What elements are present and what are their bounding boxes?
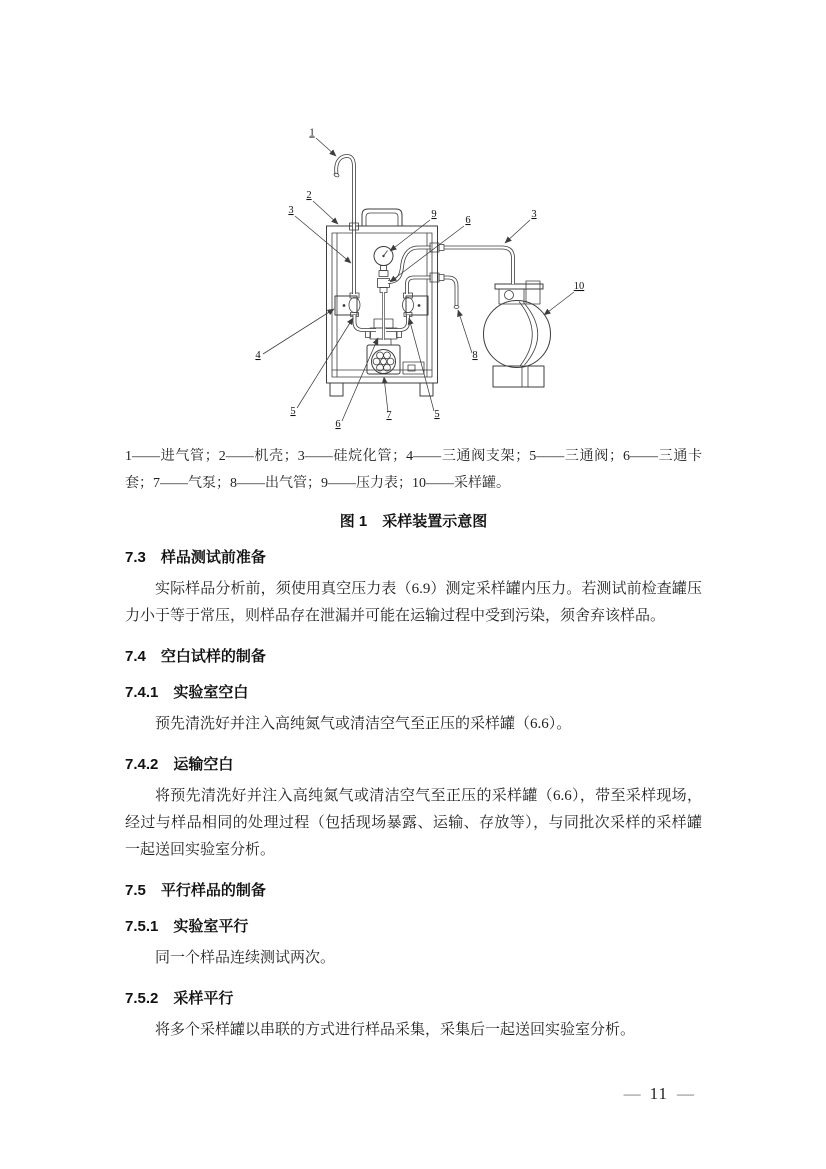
part-label-1: 1 <box>309 127 315 139</box>
section-heading-7-5-1: 7.5.1 实验室平行 <box>125 918 249 935</box>
section-heading-7-4-1: 7.4.1 实验室空白 <box>125 684 249 701</box>
part-label-5-right: 5 <box>434 409 440 420</box>
section-paragraph-7-4-1: 预先清洗好并注入高纯氮气或清洁空气至正压的采样罐（6.6）。 <box>155 716 572 732</box>
section-heading-7-3: 7.3 样品测试前准备 <box>125 549 266 566</box>
three-way-valve-right <box>403 293 414 317</box>
part-label-6-bottom: 6 <box>335 419 341 430</box>
part-label-7: 7 <box>386 410 392 421</box>
leader-lines <box>263 138 574 421</box>
pressure-gauge <box>374 247 393 293</box>
figure-caption: 图 1 采样装置示意图 <box>339 513 488 530</box>
page-footer <box>0 1084 826 1108</box>
sampling-device-diagram <box>250 110 600 450</box>
sampling-canister <box>484 281 551 387</box>
sampling-device-figure <box>250 110 600 450</box>
part-label-3-left: 3 <box>288 205 294 216</box>
part-label-10: 10 <box>573 281 585 292</box>
section-heading-7-5: 7.5 平行样品的制备 <box>125 882 266 899</box>
outlet-pipe <box>407 273 459 309</box>
part-label-5-left: 5 <box>290 406 296 417</box>
part-label-8: 8 <box>472 350 478 361</box>
part-label-6-top: 6 <box>465 215 471 226</box>
part-label-2: 2 <box>306 190 312 201</box>
three-way-valve-left <box>349 293 360 317</box>
section-paragraph-7-5-2: 将多个采样罐以串联的方式进行样品采集，采集后一起送回实验室分析。 <box>155 1022 636 1038</box>
page-number-block <box>615 1084 703 1104</box>
part-label-9: 9 <box>431 209 437 220</box>
page-number: 11 <box>649 1084 668 1103</box>
section-heading-7-5-2: 7.5.2 采样平行 <box>125 990 234 1007</box>
figure-legend: 1——进气管；2——机壳；3——硅烷化管；4——三通阀支架；5——三通阀；6——三通卡套；7——气泵；8——出气管；9——压力表；10——采样罐。 <box>125 449 702 491</box>
section-paragraph-7-5-1: 同一个样品连续测试两次。 <box>155 950 336 966</box>
enclosure-case <box>327 209 438 396</box>
part-label-3-right: 3 <box>531 209 537 220</box>
footer-dash-left: — <box>623 1084 641 1103</box>
section-heading-7-4-2: 7.4.2 运输空白 <box>125 756 234 773</box>
section-paragraph-7-4-2: 将预先清洗好并注入高纯氮气或清洁空气至正压的采样罐（6.6），带至采样现场，经过与样品相同的处理过程（包括现场暴露、运输、存放等），与同批次采样的采样罐一起送回实验室分析。 <box>125 788 702 858</box>
section-heading-7-4: 7.4 空白试样的制备 <box>125 648 266 665</box>
section-paragraph-7-3: 实际样品分析前，须使用真空压力表（6.9）测定采样罐内压力。若测试前检查罐压力小于等于常压，则样品存在泄漏并可能在运输过程中受到污染，须舍弃该样品。 <box>125 581 702 624</box>
part-label-4: 4 <box>255 350 261 361</box>
document-body <box>125 444 702 1044</box>
footer-dash-right: — <box>677 1084 694 1103</box>
